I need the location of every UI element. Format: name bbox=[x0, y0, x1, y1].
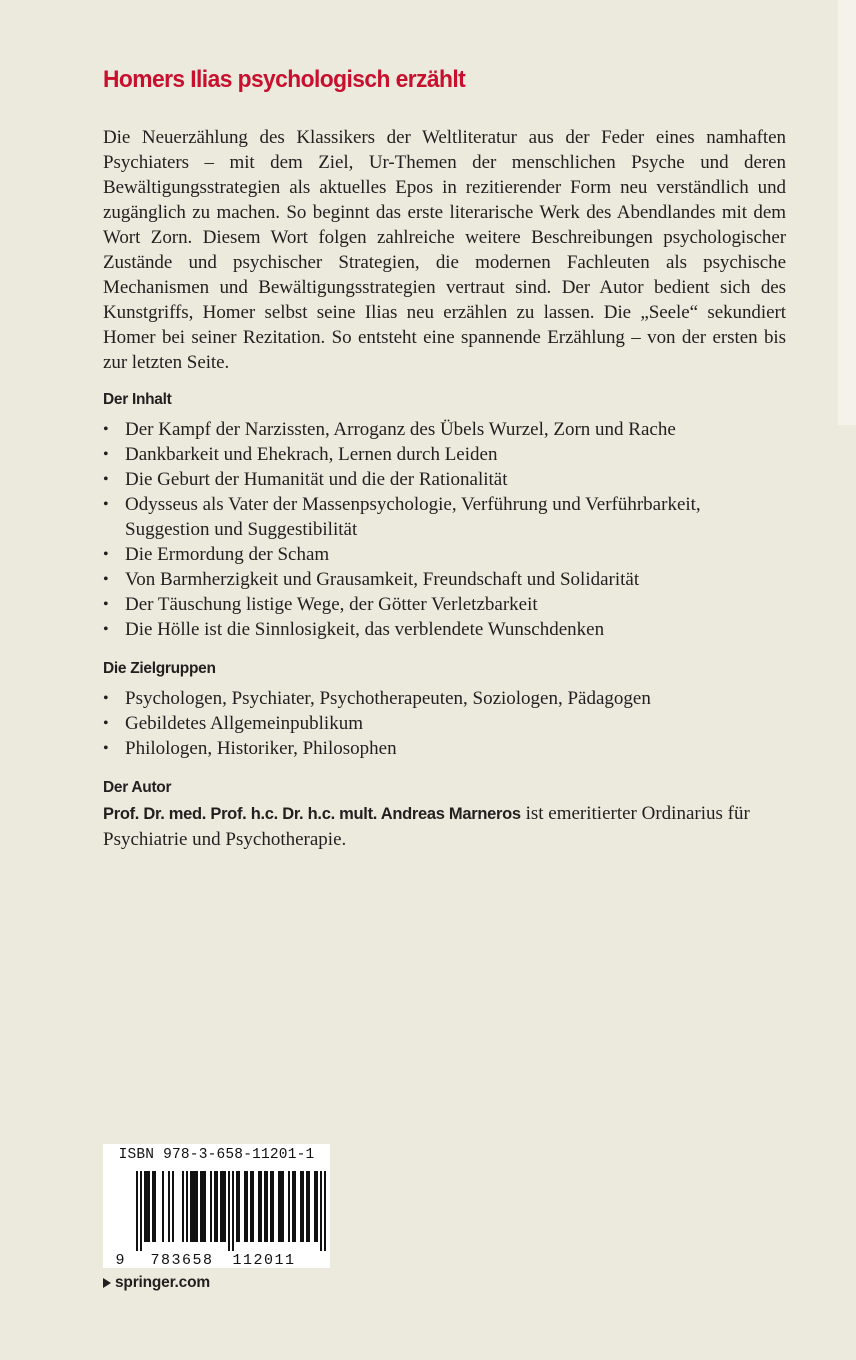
author-bio bbox=[103, 801, 786, 852]
barcode-bar bbox=[214, 1171, 216, 1242]
author-description: ist emeritierter Ordinarius für Psychiatrie und Psychotherapie. bbox=[103, 803, 750, 850]
barcode-graphic bbox=[103, 1144, 330, 1268]
barcode-bar bbox=[280, 1171, 282, 1242]
barcode-bar bbox=[302, 1171, 304, 1242]
barcode-bar bbox=[154, 1171, 156, 1242]
barcode-bar bbox=[272, 1171, 274, 1242]
barcode-bar bbox=[168, 1171, 170, 1242]
barcode-bar bbox=[148, 1171, 150, 1242]
barcode-bar bbox=[270, 1171, 272, 1242]
section-heading-inhalt: Der Inhalt bbox=[103, 391, 172, 408]
barcode-bar bbox=[216, 1171, 218, 1242]
barcode-bar bbox=[238, 1171, 240, 1242]
barcode-digit-left: 9 bbox=[115, 1252, 125, 1268]
barcode-bar bbox=[196, 1171, 198, 1242]
barcode-bar bbox=[266, 1171, 268, 1242]
barcode-digits-group2: 112011 bbox=[232, 1252, 296, 1268]
barcode-bar bbox=[294, 1171, 296, 1242]
section-heading-autor: Der Autor bbox=[103, 779, 172, 796]
barcode-bar bbox=[282, 1171, 284, 1242]
barcode-bar bbox=[192, 1171, 194, 1242]
barcode-bar bbox=[278, 1171, 280, 1242]
barcode-bar bbox=[140, 1171, 142, 1251]
barcode-bar bbox=[202, 1171, 204, 1242]
barcode-bar bbox=[232, 1171, 234, 1251]
list-item: • Die Geburt der Humanität und die der Rationalität bbox=[103, 467, 786, 492]
list-item: • Philologen, Historiker, Philosophen bbox=[103, 736, 786, 761]
barcode-bar bbox=[144, 1171, 146, 1242]
list-item: • Dankbarkeit und Ehekrach, Lernen durch Leiden bbox=[103, 442, 786, 467]
barcode-bar bbox=[224, 1171, 226, 1242]
barcode-bar bbox=[292, 1171, 294, 1242]
barcode-bar bbox=[186, 1171, 188, 1242]
barcode-bar bbox=[152, 1171, 154, 1242]
list-item: • Der Täuschung listige Wege, der Götter Verletzbarkeit bbox=[103, 592, 786, 617]
barcode-bar bbox=[210, 1171, 212, 1242]
list-item: • Odysseus als Vater der Massenpsychologie, Verführung und Verführbarkeit, Suggestion und Suggestibilität bbox=[103, 492, 786, 542]
section-heading-zielgruppen: Die Zielgruppen bbox=[103, 660, 216, 677]
inhalt-list bbox=[103, 417, 786, 642]
list-item: • Von Barmherzigkeit und Grausamkeit, Freundschaft und Solidarität bbox=[103, 567, 786, 592]
arrow-right-icon bbox=[103, 1278, 111, 1288]
author-name: Prof. Dr. med. Prof. h.c. Dr. h.c. mult. Andreas Marneros bbox=[103, 805, 521, 823]
list-item: • Die Hölle ist die Sinnlosigkeit, das verblendete Wunschdenken bbox=[103, 617, 786, 642]
barcode-bar bbox=[200, 1171, 202, 1242]
barcode-bar bbox=[222, 1171, 224, 1242]
barcode-digits-group1: 783658 bbox=[150, 1252, 214, 1268]
barcode-bar bbox=[260, 1171, 262, 1242]
barcode-bar bbox=[146, 1171, 148, 1242]
intro-paragraph: Die Neuerzählung des Klassikers der Weltliteratur aus der Feder eines namhaften Psychiaters – mit dem Ziel, Ur-Themen der menschlichen Psyche und deren Bewältigungsstrategien als aktuelles Epos in rezitierender Form neu verständlich und zugänglich zu machen. So beginnt das erste literarische Werk des Abendlandes mit dem Wort Zorn. Diesem Wort folgen zahlreiche weitere Beschreibungen psychologischer Zustände und psychischer Strategien, die modernen Fachleuten als psychische Mechanismen und Bewältigungsstrategien vertraut sind. Der Autor bedient sich des Kunstgriffs, Homer selbst seine Ilias neu erzählen zu lassen. Die „Seele“ sekundiert Homer bei seiner Rezitation. So entsteht eine spannende Erzählung – von der ersten bis zur letzten Seite. bbox=[103, 127, 786, 373]
barcode-bar bbox=[246, 1171, 248, 1242]
barcode-bar bbox=[308, 1171, 310, 1242]
publisher-link[interactable] bbox=[103, 1274, 210, 1292]
list-item: • Psychologen, Psychiater, Psychotherapeuten, Soziologen, Pädagogen bbox=[103, 686, 786, 711]
barcode-bar bbox=[316, 1171, 318, 1242]
barcode-bar bbox=[306, 1171, 308, 1242]
barcode-bar bbox=[190, 1171, 192, 1242]
barcode-bar bbox=[220, 1171, 222, 1242]
list-item: • Gebildetes Allgemeinpublikum bbox=[103, 711, 786, 736]
barcode-bars bbox=[136, 1171, 326, 1251]
barcode-bar bbox=[236, 1171, 238, 1242]
barcode-bar bbox=[136, 1171, 138, 1251]
barcode-bar bbox=[204, 1171, 206, 1242]
barcode-bar bbox=[300, 1171, 302, 1242]
barcode-bar bbox=[194, 1171, 196, 1242]
isbn-label: ISBN 978-3-658-11201-1 bbox=[118, 1147, 315, 1163]
barcode-bar bbox=[162, 1171, 164, 1242]
barcode-bar bbox=[228, 1171, 230, 1251]
zielgruppen-list bbox=[103, 686, 786, 761]
isbn-barcode bbox=[103, 1144, 330, 1268]
back-cover-content bbox=[103, 60, 786, 852]
cover-edge-strip bbox=[838, 0, 856, 425]
barcode-bar bbox=[250, 1171, 252, 1242]
barcode-bar bbox=[182, 1171, 184, 1242]
barcode-bar bbox=[320, 1171, 322, 1251]
barcode-bar bbox=[258, 1171, 260, 1242]
barcode-bar bbox=[288, 1171, 290, 1242]
barcode-bar bbox=[252, 1171, 254, 1242]
barcode-bar bbox=[172, 1171, 174, 1242]
book-title: Homers Ilias psychologisch erzählt bbox=[103, 66, 466, 93]
list-item: • Die Ermordung der Scham bbox=[103, 542, 786, 567]
barcode-bar bbox=[264, 1171, 266, 1242]
barcode-bar bbox=[324, 1171, 326, 1251]
barcode-bar bbox=[314, 1171, 316, 1242]
publisher-url: springer.com bbox=[115, 1274, 210, 1291]
barcode-bar bbox=[244, 1171, 246, 1242]
list-item: • Der Kampf der Narzissten, Arroganz des Übels Wurzel, Zorn und Rache bbox=[103, 417, 786, 442]
